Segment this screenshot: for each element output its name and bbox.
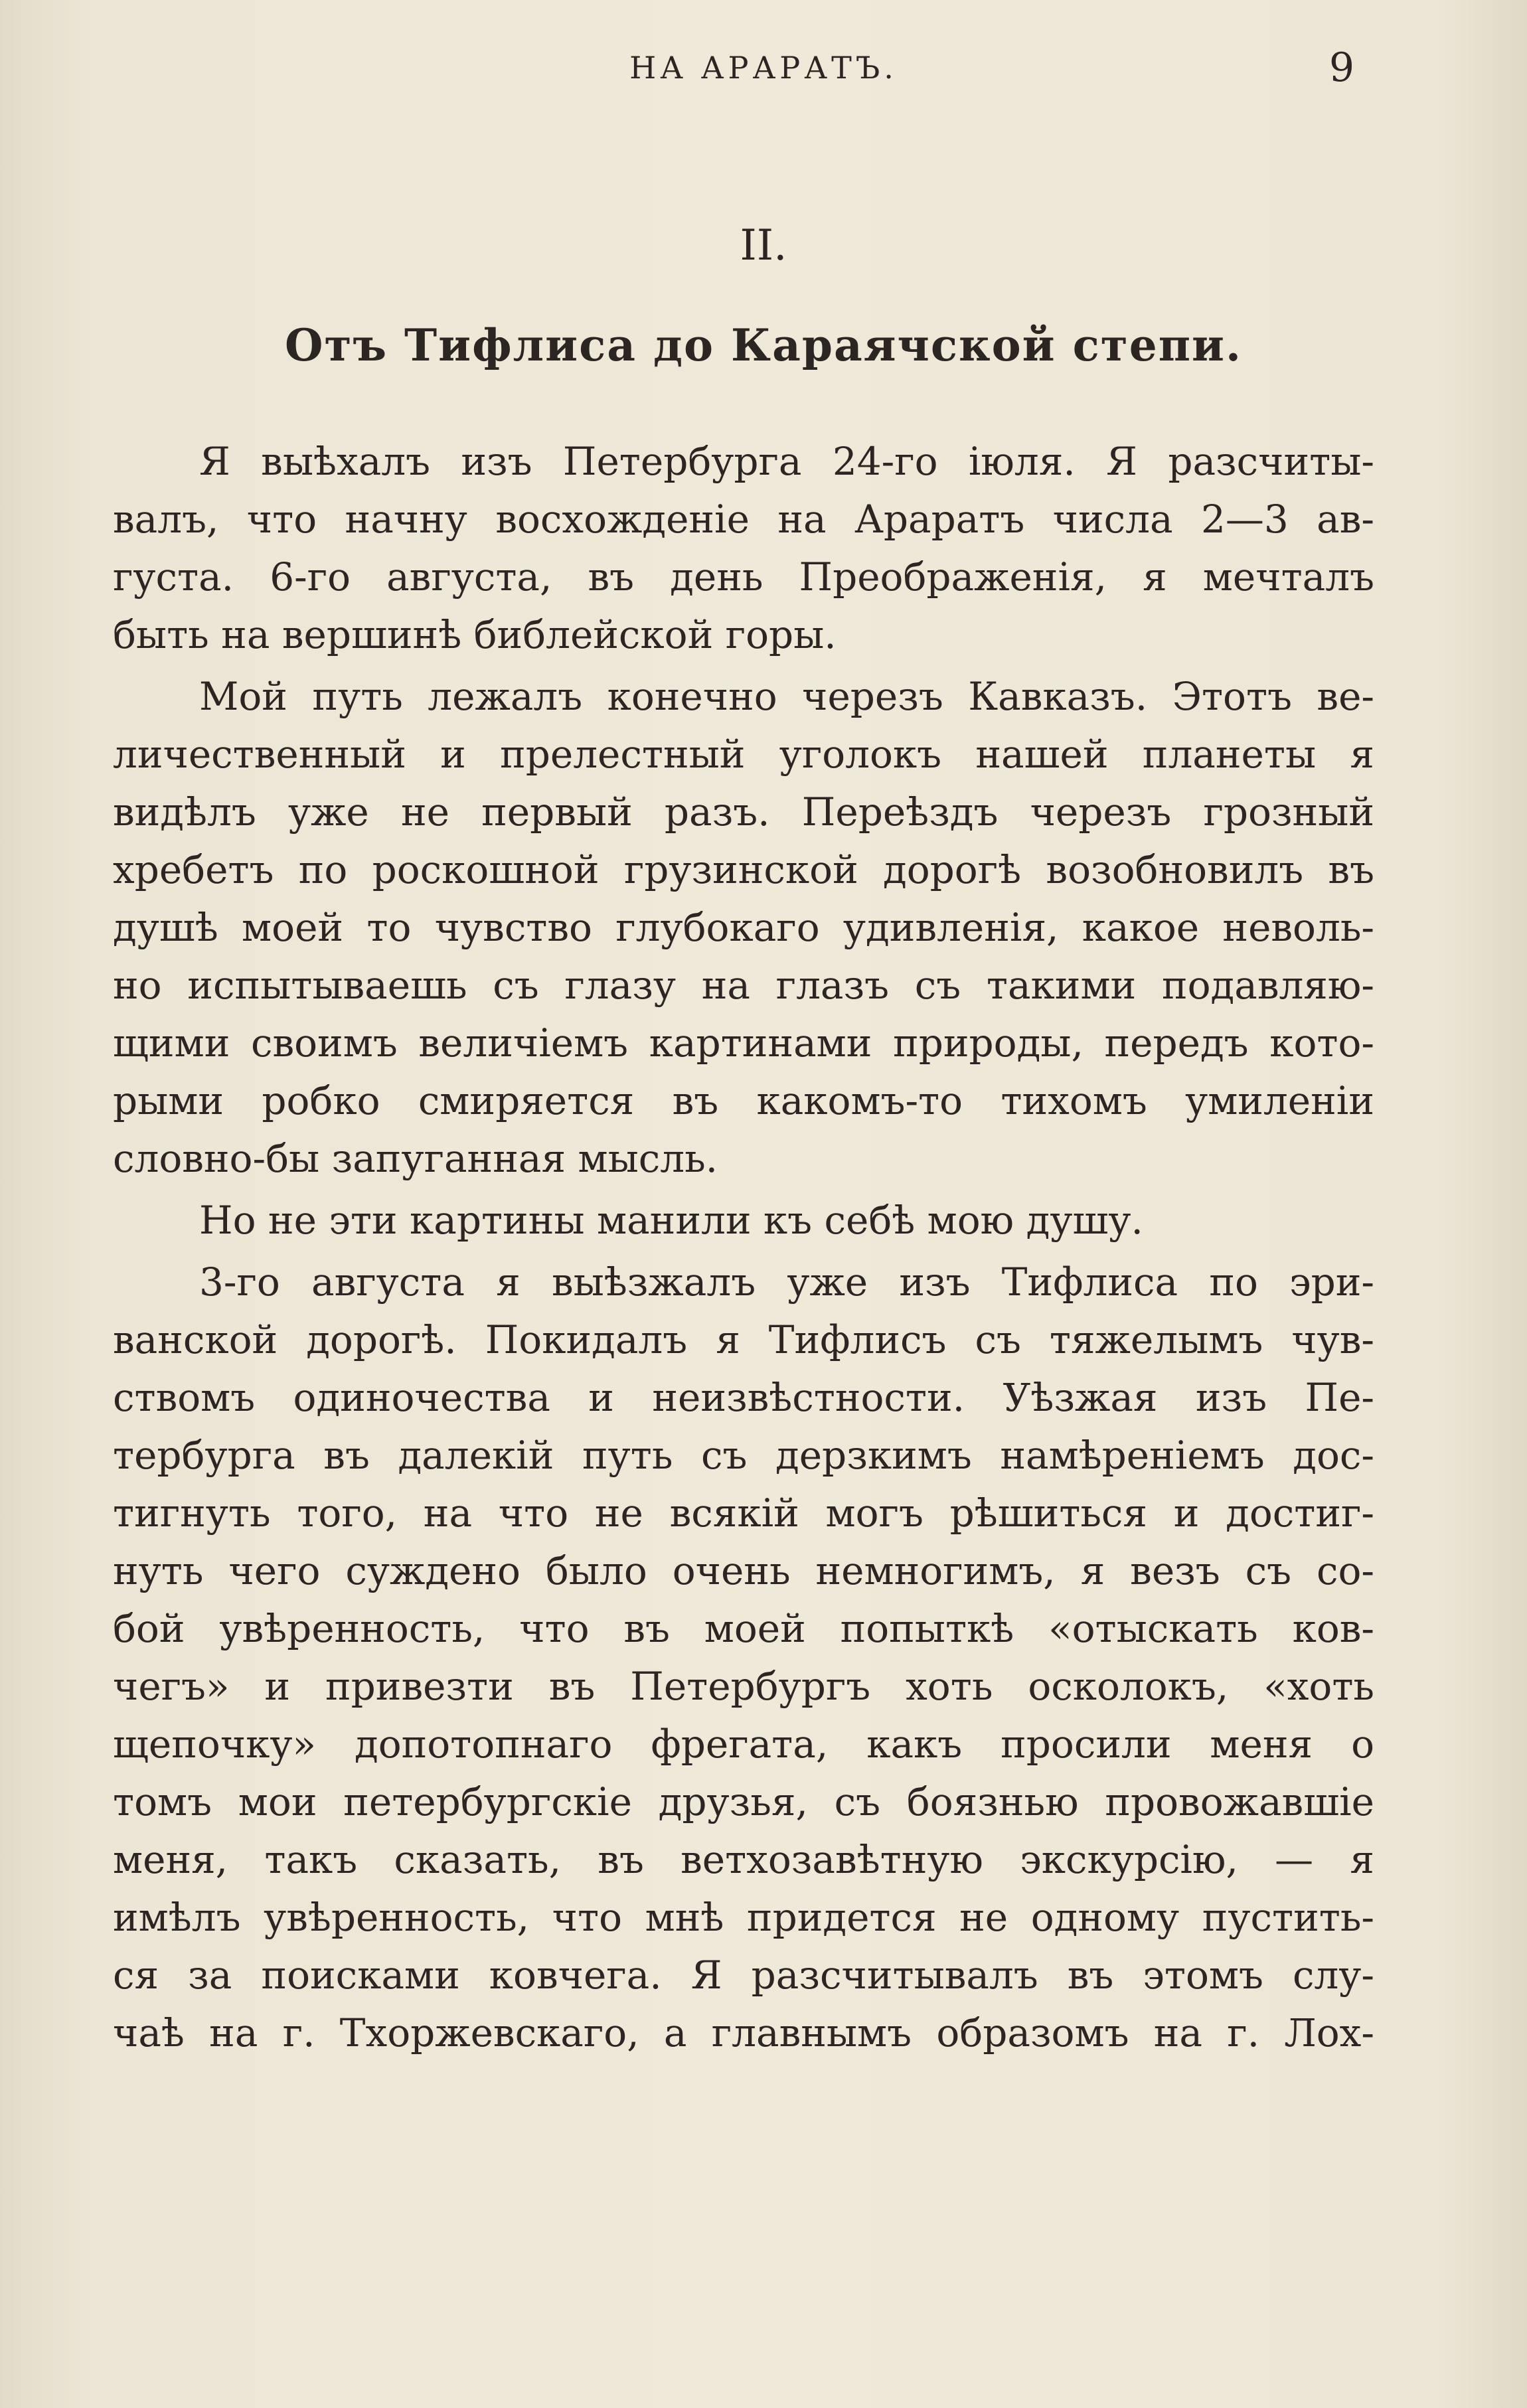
text-line: щими своимъ величіемъ картинами природы, передъ кото- (113, 1020, 1374, 1066)
text-line: ствомъ одиночества и неизвѣстности. Уѣзжая изъ Пе- (113, 1375, 1374, 1420)
text-line: томъ мои петербургскіе друзья, съ боязнью провожавшіе (113, 1779, 1374, 1824)
text-line: щепочку» допотопнаго фрегата, какъ просили меня о (113, 1722, 1374, 1767)
text-line: Я выѣхалъ изъ Петербурга 24-го іюля. Я разсчиты- (199, 439, 1374, 484)
text-line: видѣлъ уже не первый разъ. Переѣздъ черезъ грозный (113, 789, 1374, 835)
chapter-title: Отъ Тифлиса до Караячской степи. (285, 319, 1242, 371)
text-line: имѣлъ увѣренность, что мнѣ придется не одному пустить- (113, 1895, 1374, 1940)
text-line: душѣ моей то чувство глубокаго удивленія, какое неволь- (113, 905, 1374, 950)
text-line: словно-бы запуганная мысль. (113, 1136, 718, 1181)
text-line: меня, такъ сказать, въ ветхозавѣтную экскурсію, — я (113, 1837, 1374, 1882)
running-title: НА АРАРАТЪ. (629, 50, 898, 86)
text-line: бой увѣренность, что въ моей попыткѣ «отыскать ков- (113, 1606, 1374, 1651)
chapter-number: II. (740, 221, 787, 270)
text-line: ванской дорогѣ. Покидалъ я Тифлисъ съ тяжелымъ чув- (113, 1317, 1374, 1362)
text-line: Но не эти картины манили къ себѣ мою душу. (199, 1198, 1143, 1243)
body-text (113, 433, 1374, 2062)
page-number: 9 (1328, 44, 1354, 91)
text-line: густа. 6-го августа, въ день Преображенія, я мечталъ (113, 554, 1374, 600)
text-line: валъ, что начну восхожденіе на Араратъ числа 2—3 ав- (113, 497, 1374, 542)
text-line: тигнуть того, на что не всякій могъ рѣшиться и достиг- (113, 1490, 1374, 1536)
running-header (0, 41, 1527, 94)
text-line: ся за поисками ковчега. Я разсчитывалъ въ этомъ слу- (113, 1953, 1374, 1998)
text-line: чаѣ на г. Тхоржевскаго, а главнымъ образомъ на г. Лох- (113, 2010, 1374, 2055)
text-line: хребетъ по роскошной грузинской дорогѣ возобновилъ въ (113, 847, 1374, 892)
text-line: но испытываешь съ глазу на глазъ съ такими подавляю- (113, 963, 1374, 1008)
text-line: Мой путь лежалъ конечно черезъ Кавказъ. Этотъ ве- (199, 674, 1374, 719)
text-line: 3-го августа я выѣзжалъ уже изъ Тифлиса по эри- (199, 1259, 1374, 1305)
text-line: рыми робко смиряется въ какомъ-то тихомъ умиленіи (113, 1078, 1374, 1123)
text-line: нуть чего суждено было очень немногимъ, я везъ съ со- (113, 1548, 1374, 1593)
text-line: быть на вершинѣ библейской горы. (113, 612, 837, 657)
text-line: тербурга въ далекій путь съ дерзкимъ намѣреніемъ дос- (113, 1433, 1374, 1478)
text-line: личественный и прелестный уголокъ нашей планеты я (113, 732, 1374, 777)
text-line: чегъ» и привезти въ Петербургъ хоть осколокъ, «хоть (113, 1664, 1374, 1709)
